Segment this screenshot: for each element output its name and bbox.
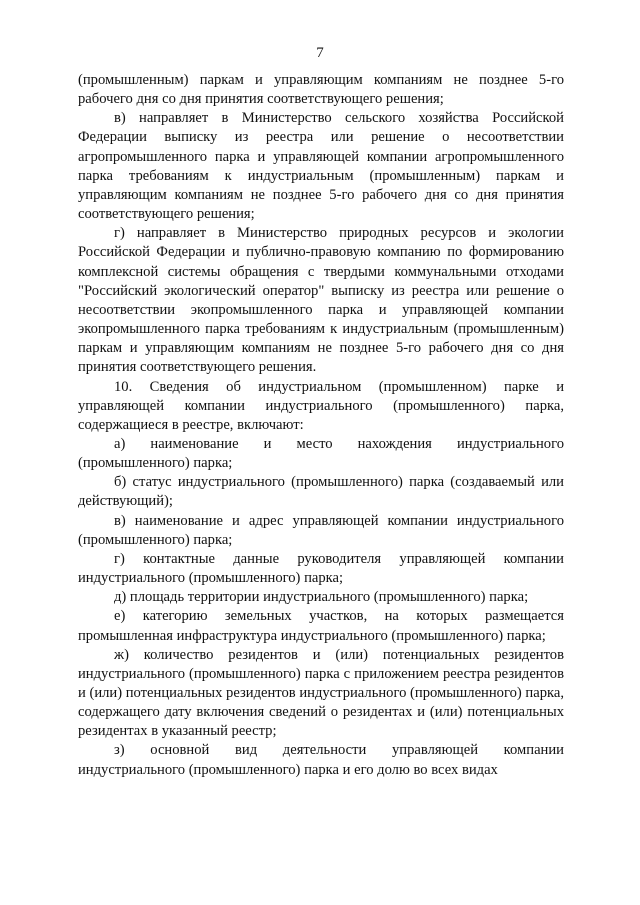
paragraph-item-v: в) направляет в Министерство сельского хозяйства Российской Федерации выписку из реестра или решение о несоответствии агропромышленного парка и управляющей компании агропромышленного парка требованиям к индустриальным (промышленным) паркам и управляющим компаниям не позднее 5-го рабочего дня со дня принятия соответствующего решения;: [78, 110, 564, 223]
paragraph-item-d: д) площадь территории индустриального (промышленного) парка;: [114, 589, 529, 606]
paragraph-item-a: а) наименование и место нахождения индустриального (промышленного) парка;: [78, 435, 564, 472]
paragraph-item-b: б) статус индустриального (промышленного) парка (создаваемый или действующий);: [78, 474, 564, 510]
paragraph-item-e: е) категорию земельных участков, на которых размещается промышленная инфраструктура индустриального (промышленного) парка;: [78, 608, 564, 644]
paragraph-item-v2: в) наименование и адрес управляющей компании индустриального (промышленного) парка;: [78, 512, 564, 548]
document-body: [78, 71, 564, 780]
paragraph-item-g2: г) контактные данные руководителя управляющей компании индустриального (промышленного) парка;: [78, 550, 564, 587]
paragraph-item-g: г) направляет в Министерство природных ресурсов и экологии Российской Федерации и публично-правовую компанию по формированию комплексной системы обращения с твердыми коммунальными отходами "Российский экологический оператор" выписку из реестра или решение о несоответствии экопромышленного парка и управляющей компании экопромышленного парка требованиям к индустриальным (промышленным) паркам и управляющим компаниям не позднее 5-го рабочего дня со дня принятия соответствующего решения.: [78, 225, 564, 376]
paragraph-section-10: 10. Сведения об индустриальном (промышленном) парке и управляющей компании индустриального (промышленного) парка, содержащиеся в реестре, включают:: [78, 378, 564, 433]
paragraph-continuation: (промышленным) паркам и управляющим компаниям не позднее 5-го рабочего дня со дня принятия соответствующего решения;: [78, 72, 564, 108]
paragraph-item-z: з) основной вид деятельности управляющей компании индустриального (промышленного) парка и его долю во всех видах: [78, 742, 564, 778]
page-number: 7: [316, 45, 324, 61]
paragraph-item-zh: ж) количество резидентов и (или) потенциальных резидентов индустриального (промышленного) парка с приложением реестра резидентов и (или) потенциальных резидентов индустриального (промышленного) парка, содержащего дату включения сведений о резидентах и (или) потенциальных резидентах в указанный реестр;: [78, 646, 564, 740]
